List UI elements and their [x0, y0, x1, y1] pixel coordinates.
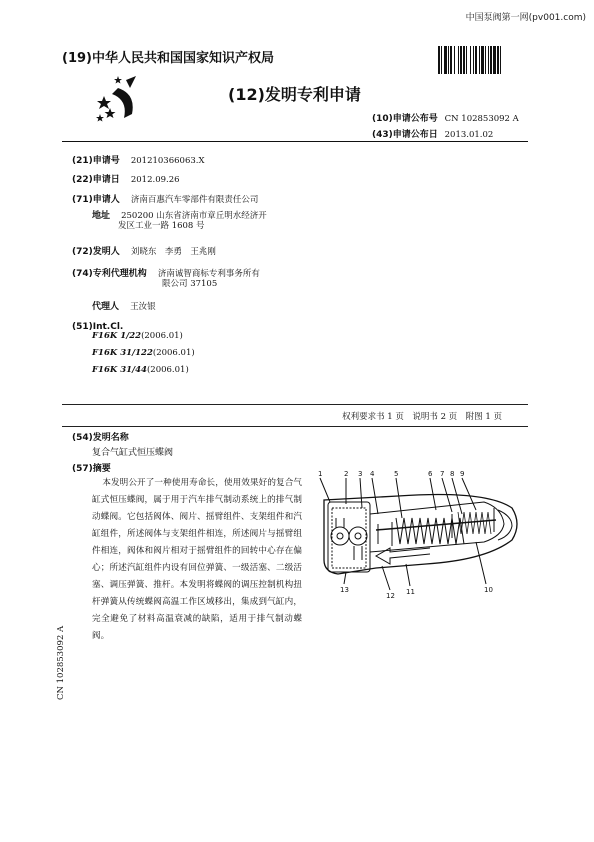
figure-reference-numeral: 11	[406, 588, 415, 596]
page-count-line: 权利要求书 1 页 说明书 2 页 附图 1 页	[342, 412, 502, 422]
applicant-value: 济南百惠汽车零部件有限责任公司	[130, 195, 259, 205]
figure-reference-numeral: 6	[428, 470, 433, 478]
publication-date-line	[372, 127, 493, 140]
barcode-bar	[466, 46, 467, 74]
inventor-label: (72)发明人	[72, 247, 120, 257]
inventor-value: 刘晓东 李勇 王兆刚	[130, 247, 216, 257]
agent-value: 王汝银	[130, 302, 156, 312]
applicant-label: (71)申请人	[72, 195, 120, 205]
agency-value-1: 济南诚智商标专利事务所有	[157, 269, 260, 279]
abstract-body	[92, 475, 302, 645]
publication-date-value: 2013.01.02	[444, 130, 494, 140]
pages-divider-bottom	[62, 426, 528, 427]
barcode-bar	[493, 46, 496, 74]
ipc-entry	[92, 348, 195, 358]
figure-reference-numeral: 5	[394, 470, 399, 478]
header-divider	[62, 141, 528, 142]
barcode-bar	[454, 46, 455, 74]
figure-reference-numeral: 13	[340, 586, 349, 594]
address-value-1: 250200 山东省济南市章丘明水经济开	[121, 211, 267, 221]
ipc-entry	[92, 365, 189, 375]
ipc-code: F16K 1/22	[92, 331, 142, 341]
barcode-bar	[473, 46, 474, 74]
barcode-bar	[488, 46, 489, 74]
abstract-label: (57)摘要	[72, 464, 111, 474]
address-label: 地址	[92, 211, 111, 221]
ipc-version: (2006.01)	[152, 348, 195, 358]
address-value-2: 发区工业一路 1608 号	[118, 221, 205, 231]
ipc-label: (51)Int.Cl.	[72, 322, 124, 332]
inventor-line	[72, 239, 216, 258]
barcode-bar	[485, 46, 486, 74]
invention-title-label: (54)发明名称	[72, 433, 129, 443]
ipc-version: (2006.01)	[141, 331, 183, 341]
application-date-value: 2012.09.26	[130, 175, 180, 185]
figure-reference-numeral: 7	[440, 470, 445, 478]
figure-reference-numeral: 1	[318, 470, 323, 478]
valve-drawing-figure	[306, 468, 532, 606]
ipc-entry	[92, 331, 183, 341]
publication-date-label: (43)申请公布日	[372, 130, 438, 140]
figure-reference-numeral: 4	[370, 470, 375, 478]
publication-number-line	[372, 111, 519, 124]
barcode-bar	[497, 46, 499, 74]
barcode-bar	[438, 46, 440, 74]
figure-reference-numeral: 12	[386, 592, 395, 600]
barcode-bar	[458, 46, 459, 74]
barcode-bar	[463, 46, 465, 74]
publication-number-label: (10)申请公布号	[372, 114, 438, 124]
watermark-text: 中国泵阀第一网(pv001.com)	[465, 13, 586, 23]
figure-reference-numeral: 9	[460, 470, 465, 478]
document-type-title: (12)发明专利申请	[228, 85, 361, 104]
pages-divider-top	[62, 404, 528, 405]
office-title: (19)中华人民共和国国家知识产权局	[62, 51, 274, 66]
publication-number-value: CN 102853092 A	[444, 114, 519, 124]
barcode-bar	[490, 46, 492, 74]
agency-label: (74)专利代理机构	[72, 269, 147, 279]
agency-value-2: 限公司 37105	[162, 279, 218, 289]
barcode-bar	[475, 46, 477, 74]
figure-reference-numeral: 10	[484, 586, 493, 594]
barcode-bar	[479, 46, 480, 74]
barcode	[438, 46, 528, 74]
side-publication-number: CN 102853092 A	[56, 625, 66, 700]
figure-reference-numeral: 2	[344, 470, 349, 478]
barcode-bar	[450, 46, 452, 74]
barcode-bar	[448, 46, 449, 74]
application-number-value: 201210366063.X	[130, 156, 205, 166]
barcode-bar	[441, 46, 442, 74]
agent-line	[92, 294, 156, 313]
barcode-bar	[481, 46, 484, 74]
barcode-bar	[500, 46, 501, 74]
figure-reference-numeral: 3	[358, 470, 363, 478]
barcode-bar	[444, 46, 447, 74]
cnipa-emblem-logo	[96, 74, 156, 122]
application-date-line	[72, 167, 180, 186]
application-number-label: (21)申请号	[72, 156, 120, 166]
ipc-code: F16K 31/122	[92, 348, 153, 358]
invention-title-value: 复合气缸式恒压蝶阀	[92, 448, 174, 458]
ipc-version: (2006.01)	[146, 365, 189, 375]
figure-reference-numeral: 8	[450, 470, 455, 478]
ipc-code: F16K 31/44	[92, 365, 147, 375]
abstract-text: 本发明公开了一种使用寿命长，使用效果好的复合气缸式恒压蝶阀，属于用于汽车排气制动系统上的排气制动蝶阀。它包括阀体、阀片、摇臂组件、支架组件和汽缸组件，所述阀体与支架组件相连，所述阀片与摇臂组件相连，阀体和阀片相对于摇臂组件的回转中心存在偏心；所述汽缸组件内设有回位弹簧、一级活塞、二级活塞、调压弹簧、推杆。本发明将蝶阀的调压控制机构扭杆弹簧从传统蝶阀高温工作区域移出，集成到气缸内，完全避免了材料高温衰减的缺陷，适用于排气制动蝶阀。	[92, 478, 302, 641]
agent-label: 代理人	[92, 302, 120, 312]
application-date-label: (22)申请日	[72, 175, 120, 185]
barcode-bar	[460, 46, 462, 74]
application-number-line	[72, 148, 205, 167]
barcode-bar	[470, 46, 471, 74]
